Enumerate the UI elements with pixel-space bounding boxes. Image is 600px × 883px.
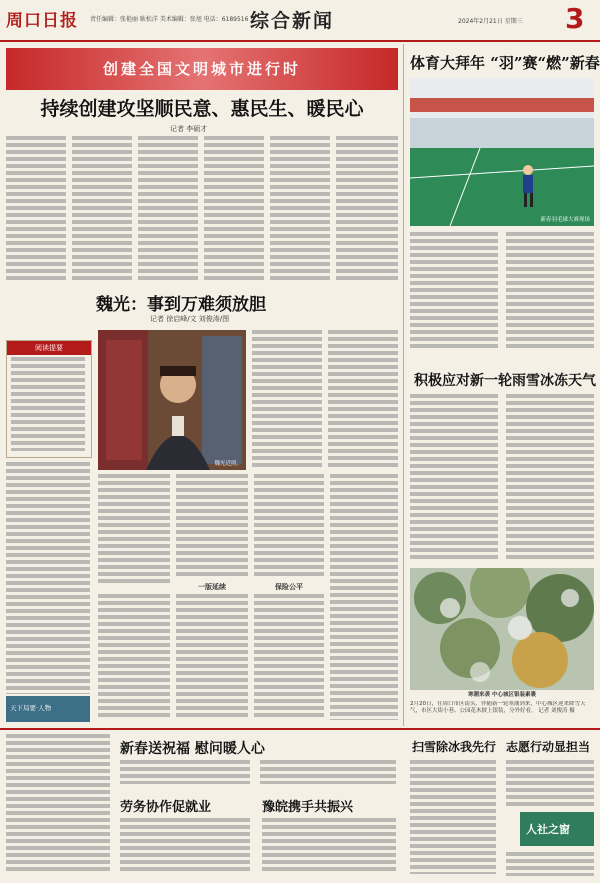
- feature-body-col-2: [328, 330, 398, 470]
- sports-photo-caption: 新春羽毛球大赛现场: [540, 217, 590, 223]
- banner-text: 创建全国文明城市进行时: [102, 60, 301, 78]
- snow-image: [410, 568, 594, 690]
- weather-headline: 积极应对新一轮雨雪冰冻天气: [414, 373, 596, 389]
- bottom-headline-3: 豫皖携手共振兴: [262, 800, 354, 815]
- section-title: 综合新闻: [250, 10, 335, 32]
- bottom-body-col-7: [506, 760, 594, 808]
- column-banner-label: 天下局要·人物: [10, 704, 52, 712]
- lead-body-col-1: [6, 136, 66, 280]
- bottom-body-col-8: [506, 852, 594, 876]
- hr-window-label: 人社之窗: [526, 823, 570, 836]
- feature-body-col-4: [98, 474, 170, 584]
- sports-headline: 体育大拜年 “羽”赛“燃”新春: [410, 54, 600, 72]
- snow-caption-title: 寒潮来袭 中心城区银装素裹: [468, 692, 536, 698]
- column-divider: [403, 44, 404, 726]
- page-number: 3: [565, 2, 585, 35]
- bottom-body-col-6: [410, 760, 496, 874]
- subhead-first: 一版延续: [198, 583, 226, 591]
- lead-body-col-2: [72, 136, 132, 280]
- feature-body-col-7: [176, 594, 248, 720]
- weather-body-col-2: [506, 394, 594, 562]
- bottom-headline-1: 新春送祝福 慰问暖人心: [120, 741, 265, 757]
- bottom-headline-2: 劳务协作促就业: [120, 800, 212, 815]
- snow-photo: [410, 568, 594, 690]
- hr-window-badge: [520, 812, 594, 846]
- sports-body-col-1: [410, 232, 498, 350]
- column-banner: [6, 696, 90, 722]
- bottom-headline-5: 志愿行动显担当: [506, 740, 591, 754]
- reading-summary-text: [11, 357, 85, 451]
- lead-body-col-6: [336, 136, 398, 280]
- feature-byline: 记者 徐启峰/文 刘俊涛/图: [150, 315, 230, 323]
- masthead: [0, 0, 600, 42]
- issue-date: 2024年2月21日 星期三: [458, 18, 523, 25]
- sports-body-col-2: [506, 232, 594, 350]
- feature-body-col-9: [254, 594, 324, 720]
- lead-headline: 持续创建攻坚顺民意、惠民生、暖民心: [40, 98, 364, 120]
- portrait-image: [98, 330, 246, 470]
- weather-body-col-1: [410, 394, 498, 562]
- bottom-section: [0, 728, 600, 883]
- lead-body-col-5: [270, 136, 330, 280]
- bottom-body-col-2: [120, 760, 250, 784]
- feature-body-col-1: [252, 330, 322, 470]
- badminton-image: [410, 78, 594, 226]
- editor-info: 责任编辑：张艳丽 耿松洋 美术编辑：张旭 电话：6189516: [90, 16, 249, 23]
- lead-body-col-4: [204, 136, 264, 280]
- portrait-caption: 魏光近照。: [214, 461, 242, 467]
- bottom-body-col-3: [260, 760, 396, 784]
- bottom-body-col-1: [6, 734, 110, 874]
- bottom-headline-4: 扫雪除冰我先行: [412, 740, 497, 754]
- bottom-body-col-4: [120, 818, 250, 874]
- snow-caption-text: 2月20日，在周口市区街头，伴随新一轮寒潮到来，中心城区迎来降雪天气，市区大街小巷、公园花木披上银装，分外好看。 记者 刘俊涛 摄: [410, 701, 586, 714]
- reading-summary-box: [6, 340, 92, 458]
- subhead-second: 保险公平: [275, 583, 303, 591]
- feature-body-col-5: [176, 474, 248, 578]
- feature-body-col-6: [98, 594, 170, 720]
- newspaper-logo: 周口日报: [6, 11, 78, 31]
- badminton-photo: [410, 78, 594, 226]
- lead-body-col-3: [138, 136, 198, 280]
- reading-summary-label: 阅读提要: [7, 341, 91, 355]
- feature-body-col-8: [254, 474, 324, 578]
- lead-byline: 记者 李硕才: [170, 125, 208, 133]
- feature-headline: 魏光：事到万难须放胆: [96, 295, 266, 315]
- bottom-body-col-5: [262, 818, 396, 874]
- campaign-banner: [6, 48, 398, 90]
- feature-body-col-10: [330, 474, 398, 720]
- feature-body-col-3: [6, 462, 90, 694]
- portrait-photo: [98, 330, 246, 470]
